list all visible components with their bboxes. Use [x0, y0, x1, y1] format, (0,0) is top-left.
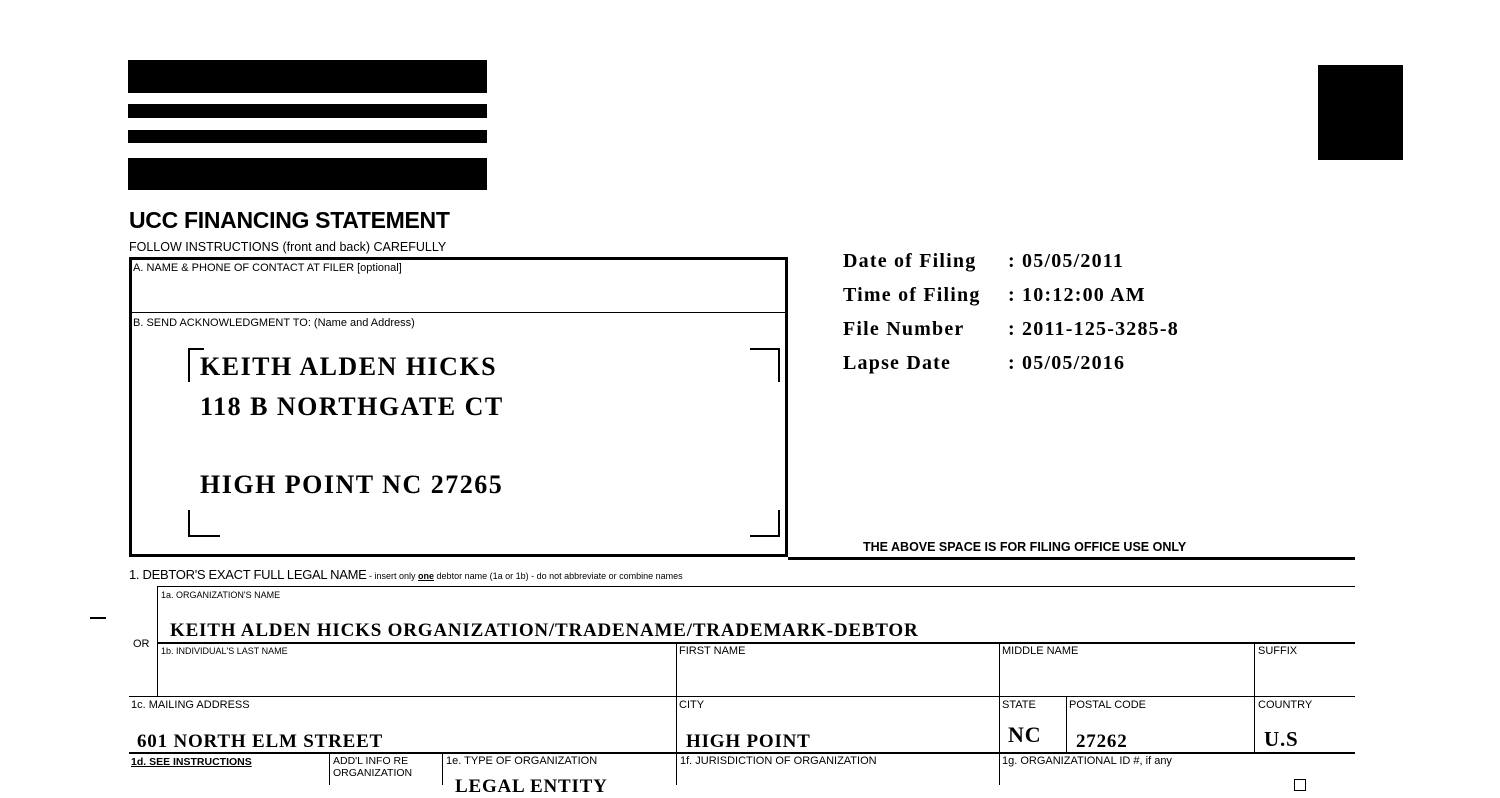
last-name-label: 1b. INDIVIDUAL'S LAST NAME: [161, 646, 288, 656]
filing-time-label: Time of Filing: [843, 284, 981, 306]
lapse-date-label: Lapse Date: [843, 352, 952, 374]
mailing-address-value: 601 NORTH ELM STREET: [137, 731, 384, 752]
country-value: U.S: [1264, 727, 1299, 751]
debtor-top-line: [157, 586, 1355, 587]
org-name-label: 1a. ORGANIZATION'S NAME: [161, 590, 281, 600]
office-use-note: THE ABOVE SPACE IS FOR FILING OFFICE USE ONLY: [863, 540, 1187, 554]
file-number-row: [843, 318, 1179, 341]
file-number-label: File Number: [843, 318, 965, 340]
first-name-label: FIRST NAME: [679, 645, 746, 657]
office-use-line: [788, 557, 1355, 560]
filing-date-label: Date of Filing: [843, 250, 977, 272]
debtor-heading: [129, 566, 683, 584]
file-number-value: : 2011-125-3285-8: [1008, 318, 1179, 340]
acknowledgment-city-state-zip: HIGH POINT NC 27265: [200, 470, 504, 499]
acknowledgment-name: KEITH ALDEN HICKS: [200, 352, 498, 381]
form-instructions: FOLLOW INSTRUCTIONS (front and back) CAREFULLY: [129, 240, 447, 254]
form-title: UCC FINANCING STATEMENT: [129, 207, 450, 233]
jurisdiction-label: 1f. JURISDICTION OF ORGANIZATION: [680, 755, 877, 767]
row-1a-bottom: [157, 642, 1355, 644]
city-value: HIGH POINT: [686, 731, 811, 752]
suffix-label: SUFFIX: [1258, 645, 1298, 657]
debtor-heading-main: 1. DEBTOR'S EXACT FULL LEGAL NAME: [129, 567, 367, 582]
postal-code-label: POSTAL CODE: [1069, 699, 1147, 711]
margin-tick: [90, 617, 106, 619]
none-checkbox[interactable]: [1294, 779, 1306, 791]
org-name-value: KEITH ALDEN HICKS ORGANIZATION/TRADENAME/TRADEMARK-DEBTOR: [170, 620, 919, 641]
contact-label: A. NAME & PHONE OF CONTACT AT FILER [optional]: [133, 262, 402, 274]
org-type-label: 1e. TYPE OF ORGANIZATION: [446, 755, 598, 767]
col-suffix: [1254, 642, 1255, 754]
col-postal: [1066, 696, 1067, 754]
mailing-address-label: 1c. MAILING ADDRESS: [131, 699, 250, 711]
acknowledgment-street: 118 B NORTHGATE CT: [200, 392, 504, 421]
bracket-top-right: [750, 348, 780, 382]
acknowledgment-label: B. SEND ACKNOWLEDGMENT TO: (Name and Address): [133, 317, 415, 329]
lapse-date-value: : 05/05/2016: [1008, 352, 1126, 374]
state-label: STATE: [1002, 699, 1036, 711]
filing-time-value: : 10:12:00 AM: [1008, 284, 1146, 306]
or-label: OR: [133, 638, 150, 650]
bracket-bottom-left: [188, 510, 220, 537]
redaction-block-3: [128, 130, 487, 143]
postal-code-value: 27262: [1076, 731, 1128, 752]
col-middle-name: [999, 642, 1000, 785]
filing-date-value: : 05/05/2011: [1008, 250, 1125, 272]
addl-info-label-2: ORGANIZATION: [333, 767, 413, 779]
redaction-block-1: [128, 60, 487, 93]
org-type-value: LEGAL ENTITY: [455, 776, 608, 797]
redaction-stamp: [1318, 65, 1403, 160]
lapse-date-row: [843, 352, 1125, 375]
middle-name-label: MIDDLE NAME: [1002, 645, 1079, 657]
col-first-name: [676, 642, 677, 785]
col-org-type: [442, 752, 443, 785]
bracket-bottom-right: [750, 510, 780, 537]
row-1b-bottom: [129, 696, 1355, 697]
redaction-block-4: [128, 158, 487, 190]
debtor-heading-one: one: [418, 571, 435, 581]
col-addl-info: [329, 752, 330, 785]
debtor-heading-post: debtor name (1a or 1b) - do not abbreviate or combine names: [434, 571, 683, 581]
filing-time-row: [843, 284, 1146, 307]
org-id-label: 1g. ORGANIZATIONAL ID #, if any: [1002, 755, 1172, 767]
city-label: CITY: [679, 699, 705, 711]
addl-info-label-1: ADD'L INFO RE: [333, 755, 409, 767]
country-label: COUNTRY: [1258, 699, 1313, 711]
redaction-block-2: [128, 104, 487, 118]
state-value: NC: [1008, 722, 1042, 747]
see-instructions-label: 1d. SEE INSTRUCTIONS: [131, 756, 252, 768]
debtor-heading-pre: - insert only: [366, 571, 419, 581]
contact-divider: [129, 312, 788, 313]
filing-date-row: [843, 250, 1124, 273]
